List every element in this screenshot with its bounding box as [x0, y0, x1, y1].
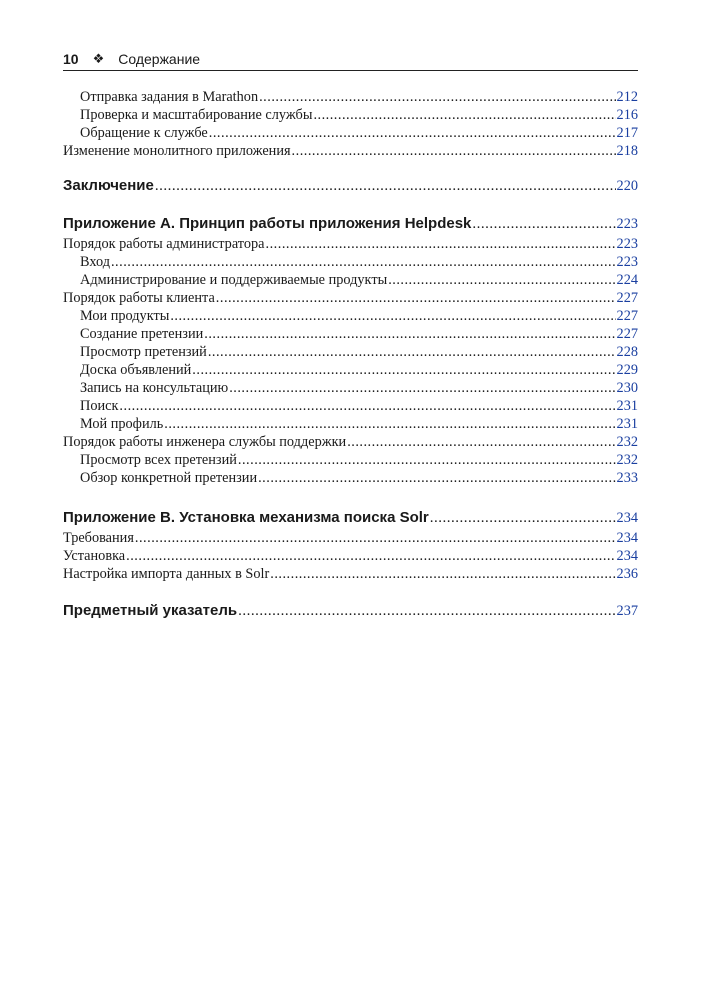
toc-entry-title: Обращение к службе — [80, 125, 208, 141]
toc-entry-page[interactable]: 231 — [616, 416, 638, 432]
toc-chapter-appendix-a[interactable] — [63, 213, 638, 235]
toc-leader-dots — [192, 361, 615, 379]
toc-entry-title: Порядок работы администратора — [63, 236, 265, 252]
toc-leader-dots — [111, 253, 616, 271]
toc-entry[interactable] — [63, 433, 638, 451]
toc-entry-title: Просмотр претензий — [80, 344, 207, 360]
toc-entry-page[interactable]: 234 — [616, 548, 638, 564]
toc-leader-dots — [270, 565, 615, 583]
toc-leader-dots — [204, 325, 615, 343]
toc-leader-dots — [126, 547, 615, 565]
toc-entry-title: Требования — [63, 530, 134, 546]
toc-leader-dots — [430, 507, 616, 529]
toc-entry-title: Порядок работы клиента — [63, 290, 215, 306]
toc-entry-page[interactable]: 223 — [616, 254, 638, 270]
toc-entry-page[interactable]: 236 — [616, 566, 638, 582]
toc-entry-page[interactable]: 231 — [616, 398, 638, 414]
toc-entry-page[interactable]: 216 — [616, 107, 638, 123]
toc-entry[interactable] — [63, 106, 638, 124]
toc-entry-title: Просмотр всех претензий — [80, 452, 237, 468]
toc-chapter-page[interactable]: 234 — [616, 510, 638, 526]
toc-entry-title: Обзор конкретной претензии — [80, 470, 258, 486]
toc-leader-dots — [135, 529, 616, 547]
toc-entry[interactable] — [63, 529, 638, 547]
table-of-contents — [63, 88, 638, 622]
toc-entry[interactable] — [63, 547, 638, 565]
toc-leader-dots — [208, 343, 616, 361]
toc-entry-title: Настройка импорта данных в Solr — [63, 566, 270, 582]
toc-chapter-page[interactable]: 220 — [616, 178, 638, 194]
toc-chapter-appendix-b[interactable] — [63, 507, 638, 529]
toc-entry[interactable] — [63, 235, 638, 253]
toc-chapter-page[interactable]: 237 — [616, 603, 638, 619]
toc-entry[interactable] — [63, 451, 638, 469]
toc-entry-title: Создание претензии — [80, 326, 204, 342]
toc-chapter-page[interactable]: 223 — [616, 216, 638, 232]
toc-entry[interactable] — [63, 271, 638, 289]
toc-entry-title: Изменение монолитного приложения — [63, 143, 291, 159]
toc-chapter-title: Предметный указатель — [63, 602, 238, 619]
toc-leader-dots — [155, 175, 616, 197]
toc-entry-page[interactable]: 233 — [616, 470, 638, 486]
toc-leader-dots — [238, 600, 615, 622]
toc-entry-title: Администрирование и поддерживаемые продукты — [80, 272, 388, 288]
toc-entry-page[interactable]: 230 — [616, 380, 638, 396]
toc-chapter-title: Приложение В. Установка механизма поиска Solr — [63, 509, 429, 526]
toc-entry-page[interactable]: 227 — [616, 308, 638, 324]
toc-leader-dots — [238, 451, 616, 469]
toc-entry[interactable] — [63, 88, 638, 106]
toc-entry-page[interactable]: 232 — [616, 434, 638, 450]
toc-leader-dots — [259, 88, 615, 106]
toc-leader-dots — [170, 307, 615, 325]
toc-entry[interactable] — [63, 124, 638, 142]
toc-leader-dots — [472, 213, 615, 235]
toc-entry-page[interactable]: 217 — [616, 125, 638, 141]
toc-leader-dots — [229, 379, 615, 397]
toc-entry[interactable] — [63, 142, 638, 160]
toc-chapter-conclusion[interactable] — [63, 175, 638, 197]
toc-leader-dots — [164, 415, 615, 433]
toc-entry-page[interactable]: 212 — [616, 89, 638, 105]
toc-entry-title: Поиск — [80, 398, 119, 414]
toc-entry-title: Вход — [80, 254, 110, 270]
toc-entry-page[interactable]: 228 — [616, 344, 638, 360]
toc-entry-page[interactable]: 223 — [616, 236, 638, 252]
toc-entry[interactable] — [63, 325, 638, 343]
toc-entry-title: Проверка и масштабирование службы — [80, 107, 313, 123]
toc-entry[interactable] — [63, 343, 638, 361]
toc-entry[interactable] — [63, 307, 638, 325]
toc-entry-page[interactable]: 232 — [616, 452, 638, 468]
toc-entry-page[interactable]: 229 — [616, 362, 638, 378]
toc-leader-dots — [292, 142, 616, 160]
toc-leader-dots — [258, 469, 615, 487]
toc-entry-page[interactable]: 234 — [616, 530, 638, 546]
toc-leader-dots — [313, 106, 615, 124]
toc-entry-title: Установка — [63, 548, 126, 564]
toc-chapter-index[interactable] — [63, 600, 638, 622]
toc-leader-dots — [347, 433, 615, 451]
toc-entry-title: Порядок работы инженера службы поддержки — [63, 434, 347, 450]
running-title: Содержание — [118, 51, 201, 67]
toc-entry-title: Доска объявлений — [80, 362, 192, 378]
toc-leader-dots — [266, 235, 616, 253]
toc-leader-dots — [388, 271, 615, 289]
page-number: 10 — [63, 51, 79, 67]
toc-entry-title: Запись на консультацию — [80, 380, 229, 396]
toc-entry[interactable] — [63, 253, 638, 271]
toc-entry[interactable] — [63, 565, 638, 583]
toc-leader-dots — [209, 124, 616, 142]
toc-entry[interactable] — [63, 397, 638, 415]
toc-entry-page[interactable]: 227 — [616, 326, 638, 342]
toc-entry-page[interactable]: 227 — [616, 290, 638, 306]
toc-entry[interactable] — [63, 379, 638, 397]
toc-entry[interactable] — [63, 415, 638, 433]
toc-entry-title: Мои продукты — [80, 308, 170, 324]
toc-entry[interactable] — [63, 289, 638, 307]
toc-entry-page[interactable]: 218 — [616, 143, 638, 159]
toc-leader-dots — [119, 397, 615, 415]
toc-entry[interactable] — [63, 469, 638, 487]
page-header — [63, 48, 638, 71]
toc-chapter-title: Заключение — [63, 177, 154, 194]
ornament-icon: ❖ — [92, 51, 105, 66]
toc-leader-dots — [216, 289, 616, 307]
toc-entry-title: Отправка задания в Marathon — [80, 89, 259, 105]
toc-entry[interactable] — [63, 361, 638, 379]
toc-chapter-title: Приложение А. Принцип работы приложения Helpdesk — [63, 215, 472, 232]
toc-entry-title: Мой профиль — [80, 416, 164, 432]
toc-entry-page[interactable]: 224 — [616, 272, 638, 288]
